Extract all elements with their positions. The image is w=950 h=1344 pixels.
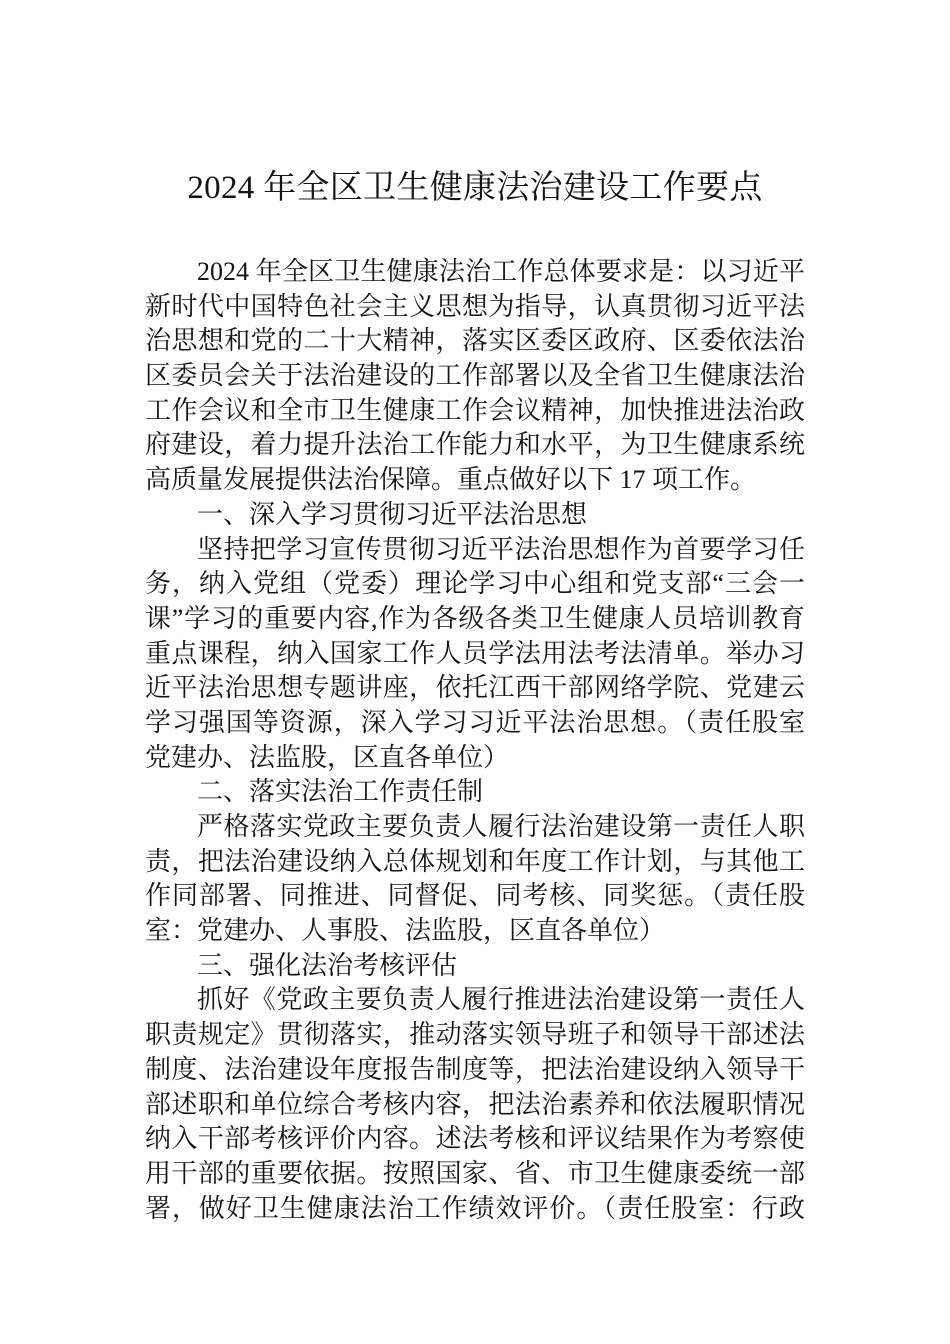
paragraph-section-1 xyxy=(145,533,805,776)
paragraph-line: 课”学习的重要内容,作为各级各类卫生健康人员培训教育 xyxy=(145,603,805,633)
paragraph-line: 坚持把学习宣传贯彻习近平法治思想作为首要学习任 xyxy=(197,534,805,564)
paragraph-line: 学习强国等资源，深入学习习近平法治思想。（责任股室 xyxy=(145,707,805,737)
paragraph-line: 抓好《党政主要负责人履行推进法治建设第一责任人 xyxy=(197,985,805,1015)
paragraph-line: 治思想和党的二十大精神，落实区委区政府、区委依法治 xyxy=(145,326,805,356)
paragraph-line: 部述职和单位综合考核内容，把法治素养和依法履职情况 xyxy=(145,1089,805,1119)
paragraph-section-3 xyxy=(145,983,805,1226)
paragraph-line: 府建设，着力提升法治工作能力和水平，为卫生健康系统 xyxy=(145,430,805,460)
paragraph-line: 纳入干部考核评价内容。述法考核和评议结果作为考察使 xyxy=(145,1124,805,1154)
paragraph-line: 责，把法治建设纳入总体规划和年度工作计划，与其他工 xyxy=(145,846,805,876)
document-title: 2024 年全区卫生健康法治建设工作要点 xyxy=(187,170,763,206)
paragraph-line: 署，做好卫生健康法治工作绩效评价。（责任股室：行政 xyxy=(145,1193,805,1223)
paragraph-line: 制度、法治建设年度报告制度等，把法治建设纳入领导干 xyxy=(145,1054,805,1084)
section-heading-1: 一、深入学习贯彻习近平法治思想 xyxy=(197,499,588,529)
paragraph-line: 2024 年全区卫生健康法治工作总体要求是：以习近平 xyxy=(197,257,805,286)
paragraph-line: 作同部署、同推进、同督促、同考核、同奖惩。（责任股 xyxy=(145,881,805,911)
paragraph-line: 区委员会关于法治建设的工作部署以及全省卫生健康法治 xyxy=(145,361,805,391)
paragraph-section-2 xyxy=(145,810,805,949)
paragraph-line: 党建办、法监股，区直各单位） xyxy=(145,742,510,772)
document-body xyxy=(145,255,805,1226)
paragraph-line: 工作会议和全市卫生健康工作会议精神，加快推进法治政 xyxy=(145,395,805,425)
section-heading-2: 二、落实法治工作责任制 xyxy=(197,777,484,807)
paragraph-line: 严格落实党政主要负责人履行法治建设第一责任人职 xyxy=(197,812,805,841)
paragraph-line: 近平法治思想专题讲座，依托江西干部网络学院、党建云 xyxy=(145,673,805,703)
paragraph-intro xyxy=(145,255,805,498)
paragraph-line: 职责规定》贯彻落实，推动落实领导班子和领导干部述法 xyxy=(145,1020,805,1050)
section-heading-3: 三、强化法治考核评估 xyxy=(197,950,458,980)
paragraph-line: 重点课程，纳入国家工作人员学法用法考法清单。举办习 xyxy=(145,638,805,668)
paragraph-line: 室：党建办、人事股、法监股，区直各单位） xyxy=(145,916,666,946)
paragraph-line: 高质量发展提供法治保障。重点做好以下 17 项工作。 xyxy=(145,465,757,495)
paragraph-line: 新时代中国特色社会主义思想为指导，认真贯彻习近平法 xyxy=(145,291,805,321)
paragraph-line: 用干部的重要依据。按照国家、省、市卫生健康委统一部 xyxy=(145,1158,805,1188)
paragraph-line: 务，纳入党组（党委）理论学习中心组和党支部“三会一 xyxy=(145,569,805,599)
